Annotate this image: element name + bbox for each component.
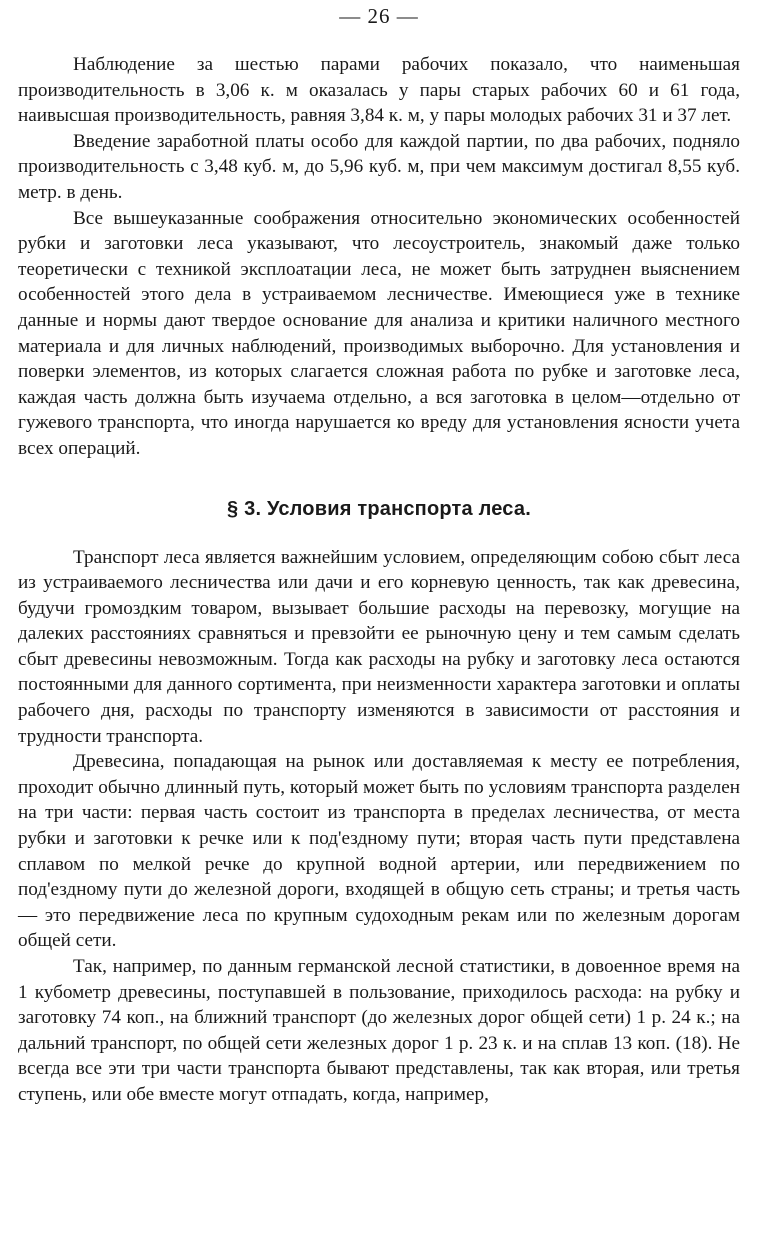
paragraph: Введение заработной платы особо для каждой партии, по два рабочих, подняло производительность с 3,48 куб. м, до 5,96 куб. м, при чем максимум достигал 8,55 куб. метр. в день. [18, 130, 740, 203]
paragraph: Так, например, по данным германской лесной статистики, в довоенное время на 1 кубометр древесины, поступавшей в пользование, приходилось расхода: на рубку и заготовку 74 коп., на ближний транспорт (до железных дорог общей сети) 1 р. 24 к.; на дальний транспорт, по общей сети железных дорог 1 р. 23 к. и на сплав 13 коп. (18). Не всегда все эти три части транспорта бывают представлены, так как вторая, или третья ступень, или обе вместе могут отпадать, когда, например, [18, 956, 740, 1105]
paragraph: Все вышеуказанные соображения относительно экономических особенностей рубки и заготовки леса указывают, что лесоустроитель, знакомый даже только теоретически с техникой эксплоатации леса, не может быть затруднен выяснением особенностей этого дела в устраиваемом лесничестве. Имеющиеся уже в технике данные и нормы дают твердое основание для анализа и критики наличного местного материала и для личных наблюдений, производимых выборочно. Для установления и поверки элементов, из которых слагается сложная работа по рубке и заготовке леса, каждая часть должна быть изучаема отдельно, а вся заготовка в целом—отдельно от гужевого транспорта, что иногда нарушается ко вреду для установления ясности учета всех операций. [18, 207, 740, 459]
paragraph: Древесина, попадающая на рынок или доставляемая к месту ее потребления, проходит обычно длинный путь, который может быть по условиям транспорта разделен на три части: первая часть состоит из транспорта в пределах лесничества, от места рубки и заготовки к речке или к под'ездному пути; вторая часть пути представлена сплавом по мелкой речке до крупной водной артерии, или передвижением по под'ездному пути до железной дороги, входящей в общую сеть страны; и третья часть — это передвижение леса по крупным судоходным рекам или по железным дорогам общей сети. [18, 751, 740, 952]
page-number: — 26 — [339, 4, 419, 28]
section-title: § 3. Условия транспорта леса. [227, 497, 531, 520]
paragraph: Транспорт леса является важнейшим условием, определяющим собою сбыт леса из устраиваемого лесничества или дачи и его корневую ценность, так как древесина, будучи громоздким товаром, вызывает большие расходы на перевозку, могущие на далеких расстояниях сравняться и превзойти ее рыночную цену и тем самым сделать сбыт древесины невозможным. Тогда как расходы на рубку и заготовку леса остаются постоянными для данного сортимента, при неизменности характера заготовки и оплаты рабочего дня, расходы по транспорту изменяются в зависимости от расстояния и трудности транспорта. [18, 546, 740, 747]
paragraph: Наблюдение за шестью парами рабочих показало, что наименьшая производительность в 3,06 к. м оказалась у пары старых рабочих 60 и 61 года, наивысшая производительность, равняя 3,84 к. м, у пары молодых рабочих 31 и 37 лет. [18, 54, 740, 127]
document-page [18, 0, 740, 1108]
